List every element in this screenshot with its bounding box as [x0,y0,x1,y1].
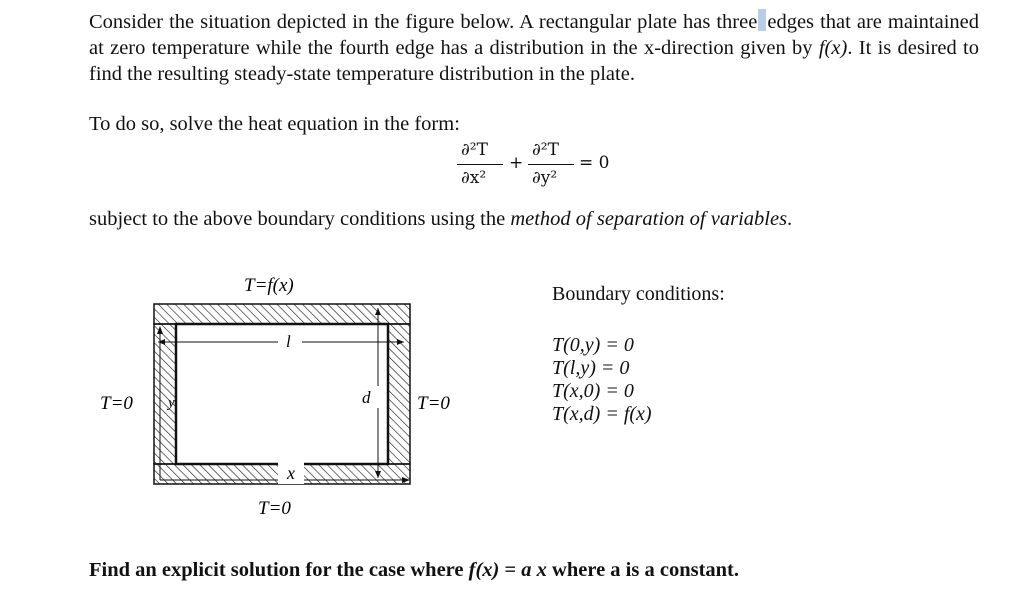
text-cursor [758,9,766,31]
bottom-boundary-label: T=0 [258,498,291,519]
eq-denominator-1: ∂x² [461,168,487,188]
method-text-after: . [787,208,793,230]
heat-equation [455,140,615,200]
intro-fx: f(x) [818,37,848,59]
intro-text-3: . It is desired to find the resulting steady-state temperature distribution in the plate. [89,37,979,85]
method-text-before: subject to the above boundary conditions using the [89,208,511,230]
method-emphasis: method of separation of variables [510,208,788,230]
task-fx: f(x) [468,559,500,581]
method-text [89,206,979,232]
plate-interior [176,324,388,464]
intro-text-1: Consider the situation depicted in the figure below. A rectangular plate has three [89,11,758,33]
intro-paragraph [89,9,979,87]
boundary-condition-4: T(x,d) = f(x) [552,403,652,425]
task-text-after: where a is a constant. [546,559,740,581]
y-axis-label: y [168,395,175,411]
width-label: l [286,332,291,351]
top-boundary-label: T=f(x) [244,275,294,296]
left-boundary-label: T=0 [100,393,133,414]
instruction-text: To do so, solve the heat equation in the form: [89,113,460,135]
boundary-conditions-title: Boundary conditions: [552,283,725,305]
top-wall [154,304,410,324]
right-wall [388,324,410,464]
intro-text-2: edges that are maintained at zero temperature while the fourth edge has a distribution in the x-direction given by [89,11,979,59]
eq-rhs: = 0 [579,153,610,173]
eq-fraction-bar-2 [528,164,574,165]
eq-numerator-1: ∂²T [461,140,488,160]
boundary-condition-2: T(l,y) = 0 [552,357,630,379]
boundary-condition-3: T(x,0) = 0 [552,380,634,402]
task-text-before: Find an explicit solution for the case where [89,559,469,581]
eq-fraction-bar-1 [457,164,503,165]
height-label: d [362,388,371,407]
right-boundary-label: T=0 [417,393,450,414]
eq-plus: + [509,153,524,173]
boundary-condition-1: T(0,y) = 0 [552,334,634,356]
eq-denominator-2: ∂y² [532,168,558,188]
task-ax: a x [521,559,547,581]
x-axis-label: x [287,463,295,483]
task-statement [89,559,739,582]
eq-numerator-2: ∂²T [532,140,559,160]
task-equals: = [499,559,522,581]
plate-diagram [92,264,492,526]
plate-walls [154,304,410,484]
